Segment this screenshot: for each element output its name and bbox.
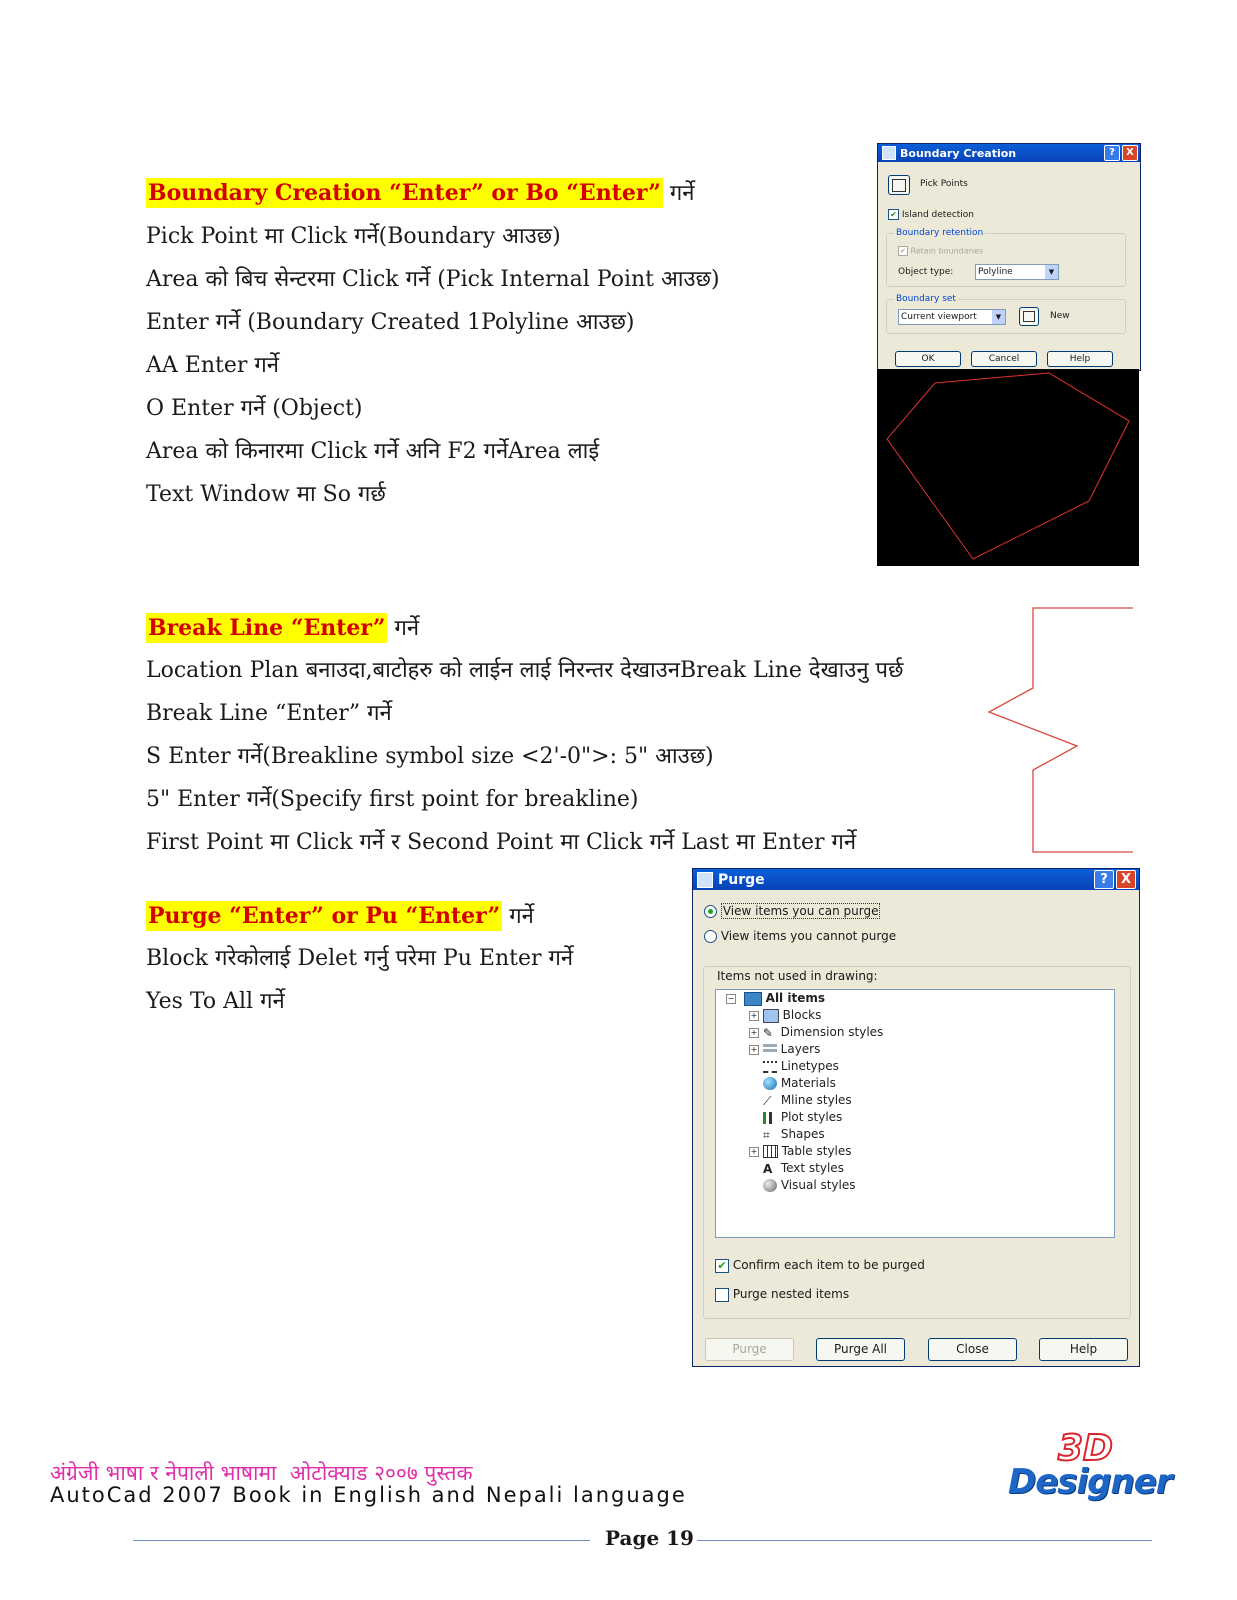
instruction-line: Break Line “Enter” गर्ने bbox=[146, 701, 392, 726]
layers-icon bbox=[763, 1044, 777, 1056]
instruction-line: Area को बिच सेन्टरमा Click गर्ने (Pick Internal Point आउछ) bbox=[146, 267, 720, 292]
boundary-set-label: Boundary set bbox=[896, 294, 956, 304]
help-button[interactable]: Help bbox=[1039, 1338, 1128, 1361]
all-items-icon bbox=[744, 992, 762, 1006]
shapes-icon: ⌗ bbox=[763, 1127, 770, 1142]
page-number: Page 19 bbox=[605, 1526, 694, 1550]
view-cannot-purge-radio[interactable] bbox=[704, 929, 896, 943]
expand-icon[interactable]: + bbox=[750, 1027, 758, 1037]
app-icon bbox=[697, 872, 713, 888]
tree-item-label: Plot styles bbox=[780, 1110, 843, 1124]
boundary-set-select[interactable] bbox=[898, 309, 1006, 325]
view-can-purge-radio[interactable] bbox=[704, 904, 880, 918]
radio-empty-icon bbox=[704, 930, 717, 943]
instruction-line: First Point मा Click गर्ने र Second Point मा Click गर्ने Last मा Enter गर्ने bbox=[146, 830, 857, 855]
instruction-line: Enter गर्ने (Boundary Created 1Polyline आउछ) bbox=[146, 310, 635, 335]
dialog-title: Boundary Creation bbox=[900, 146, 1017, 160]
section2-heading bbox=[146, 613, 419, 644]
checkbox-disabled-icon: ✔ bbox=[898, 246, 908, 256]
tree-item-layers[interactable] bbox=[749, 1042, 820, 1059]
confirm-label: Confirm each item to be purged bbox=[732, 1258, 925, 1272]
view-cannot-purge-label: View items you cannot purge bbox=[720, 929, 897, 943]
pick-points-button[interactable] bbox=[888, 175, 910, 195]
pick-points-icon bbox=[892, 179, 906, 192]
boundary-heading-highlight: Boundary Creation “Enter” or Bo “Enter” bbox=[148, 180, 661, 206]
checkbox-checked-icon: ✔ bbox=[715, 1259, 729, 1273]
tree-item-label: Mline styles bbox=[780, 1093, 852, 1107]
heading-suffix: गर्ने bbox=[387, 616, 420, 641]
retain-boundaries-checkbox[interactable] bbox=[898, 246, 983, 256]
instruction-line: 5" Enter गर्ने(Specify first point for breakline) bbox=[146, 787, 639, 812]
checkbox-empty-icon bbox=[715, 1288, 729, 1302]
boundary-set-value: Current viewport bbox=[901, 312, 977, 322]
cancel-button[interactable]: Cancel bbox=[971, 351, 1037, 367]
view-can-purge-label: View items you can purge bbox=[722, 904, 879, 918]
instruction-line: Yes To All गर्ने bbox=[146, 989, 285, 1014]
instruction-line: Area को किनारमा Click गर्ने अनि F2 गर्नेArea लाई bbox=[146, 439, 600, 464]
object-type-value: Polyline bbox=[978, 267, 1013, 277]
boundary-drawing-canvas bbox=[877, 369, 1139, 566]
checkbox-checked-icon: ✔ bbox=[888, 209, 899, 220]
materials-icon bbox=[763, 1077, 777, 1090]
expand-icon[interactable]: + bbox=[750, 1146, 758, 1156]
items-group-label: Items not used in drawing: bbox=[717, 969, 878, 983]
plot-styles-icon bbox=[763, 1112, 777, 1124]
section3-heading bbox=[146, 901, 534, 932]
tree-item-dimension-styles[interactable] bbox=[749, 1025, 883, 1042]
select-objects-icon bbox=[1023, 311, 1035, 322]
tree-item-table-styles[interactable] bbox=[749, 1144, 852, 1161]
dialog-titlebar bbox=[878, 144, 1140, 162]
section1-heading bbox=[146, 178, 695, 209]
tree-item-label: Linetypes bbox=[780, 1059, 839, 1073]
footer-english-title: AutoCad 2007 Book in English and Nepali language bbox=[50, 1483, 687, 1507]
dialog-title: Purge bbox=[718, 871, 765, 888]
close-icon[interactable]: X bbox=[1116, 870, 1136, 889]
tree-item-label: Table styles bbox=[781, 1144, 852, 1158]
app-icon bbox=[882, 146, 896, 160]
object-type-label: Object type: bbox=[898, 267, 954, 277]
logo-designer: Designer bbox=[1008, 1462, 1172, 1502]
tree-item-label: Text styles bbox=[780, 1161, 844, 1175]
breakline-symbol bbox=[985, 600, 1145, 860]
chevron-down-icon: ▼ bbox=[992, 310, 1005, 324]
tree-item-plot-styles[interactable] bbox=[763, 1110, 842, 1127]
tree-root[interactable] bbox=[726, 991, 825, 1008]
tree-item-label: Shapes bbox=[780, 1127, 825, 1141]
items-tree[interactable] bbox=[715, 989, 1115, 1238]
purge-button[interactable]: Purge bbox=[705, 1338, 794, 1361]
linetypes-icon bbox=[763, 1061, 777, 1073]
instruction-line: S Enter गर्ने(Breakline symbol size <2'-0">: 5" आउछ) bbox=[146, 744, 714, 769]
purge-heading-highlight: Purge “Enter” or Pu “Enter” bbox=[148, 903, 501, 929]
dialog-titlebar bbox=[693, 869, 1139, 890]
table-styles-icon bbox=[763, 1145, 778, 1158]
close-button[interactable]: Close bbox=[928, 1338, 1017, 1361]
island-detection-label: Island detection bbox=[901, 210, 975, 220]
expand-icon[interactable]: + bbox=[750, 1044, 758, 1054]
tree-item-label: Materials bbox=[780, 1076, 836, 1090]
purge-all-button[interactable]: Purge All bbox=[816, 1338, 905, 1361]
purge-dialog bbox=[692, 868, 1140, 1367]
instruction-line: O Enter गर्ने (Object) bbox=[146, 396, 363, 421]
boundary-creation-dialog bbox=[877, 143, 1141, 371]
boundary-retention-label: Boundary retention bbox=[896, 228, 984, 238]
close-icon[interactable]: X bbox=[1122, 145, 1138, 161]
tree-item-mline-styles[interactable] bbox=[763, 1093, 852, 1110]
confirm-checkbox[interactable] bbox=[715, 1258, 925, 1273]
instruction-line: Location Plan बनाउदा,बाटोहरु को लाईन लाई निरन्तर देखाउनBreak Line देखाउनु पर्छ bbox=[146, 658, 904, 683]
instruction-line: AA Enter गर्ने bbox=[146, 353, 279, 378]
footer-rule-left bbox=[133, 1540, 590, 1541]
pick-points-label: Pick Points bbox=[920, 179, 968, 189]
collapse-icon[interactable]: − bbox=[727, 993, 735, 1003]
retain-boundaries-label: Retain boundaries bbox=[910, 246, 984, 256]
nested-checkbox[interactable] bbox=[715, 1287, 849, 1302]
new-selection-button[interactable] bbox=[1019, 307, 1039, 326]
footer-nepali-title: अंग्रेजी भाषा र नेपाली भाषामा ओटोक्याड २००७ पुस्तक bbox=[50, 1461, 473, 1485]
tree-item-label: Blocks bbox=[782, 1008, 822, 1022]
nested-label: Purge nested items bbox=[732, 1287, 850, 1301]
instruction-line: Block गरेकोलाई Delet गर्नु परेमा Pu Enter गर्ने bbox=[146, 946, 574, 971]
island-detection-checkbox[interactable] bbox=[888, 209, 974, 220]
blocks-icon bbox=[763, 1009, 779, 1023]
tree-item-label: Visual styles bbox=[780, 1178, 856, 1192]
all-items-label: All items bbox=[765, 991, 825, 1005]
visual-styles-icon bbox=[763, 1179, 777, 1192]
help-icon[interactable]: ? bbox=[1094, 870, 1114, 889]
instruction-line: Text Window मा So गर्छ bbox=[146, 482, 386, 507]
help-button[interactable]: Help bbox=[1047, 351, 1113, 367]
object-type-select[interactable] bbox=[975, 264, 1059, 280]
designer-logo bbox=[1008, 1428, 1204, 1512]
heading-suffix: गर्ने bbox=[662, 181, 695, 206]
radio-selected-icon bbox=[704, 905, 717, 918]
tree-item-label: Dimension styles bbox=[780, 1025, 884, 1039]
footer-rule-right bbox=[697, 1540, 1152, 1541]
boundary-polyline bbox=[877, 369, 1139, 566]
tree-item-blocks[interactable] bbox=[749, 1008, 821, 1025]
help-icon[interactable]: ? bbox=[1104, 145, 1120, 161]
tree-item-materials[interactable] bbox=[763, 1076, 836, 1093]
tree-item-linetypes[interactable] bbox=[763, 1059, 839, 1076]
logo-3d: 3D bbox=[1058, 1428, 1113, 1469]
heading-suffix: गर्ने bbox=[502, 904, 534, 929]
new-label: New bbox=[1050, 311, 1070, 321]
breakline-heading-highlight: Break Line “Enter” bbox=[148, 615, 386, 641]
text-styles-icon: A bbox=[763, 1161, 773, 1176]
dimension-styles-icon: ✎ bbox=[762, 1025, 773, 1040]
tree-item-text-styles[interactable] bbox=[763, 1161, 844, 1178]
tree-item-visual-styles[interactable] bbox=[763, 1178, 856, 1195]
tree-item-label: Layers bbox=[780, 1042, 821, 1056]
tree-item-shapes[interactable] bbox=[763, 1127, 825, 1144]
instruction-line: Pick Point मा Click गर्ने(Boundary आउछ) bbox=[146, 224, 561, 249]
expand-icon[interactable]: + bbox=[750, 1010, 758, 1020]
chevron-down-icon: ▼ bbox=[1045, 265, 1058, 279]
mline-styles-icon: ⟋ bbox=[763, 1093, 772, 1108]
ok-button[interactable]: OK bbox=[895, 351, 961, 367]
